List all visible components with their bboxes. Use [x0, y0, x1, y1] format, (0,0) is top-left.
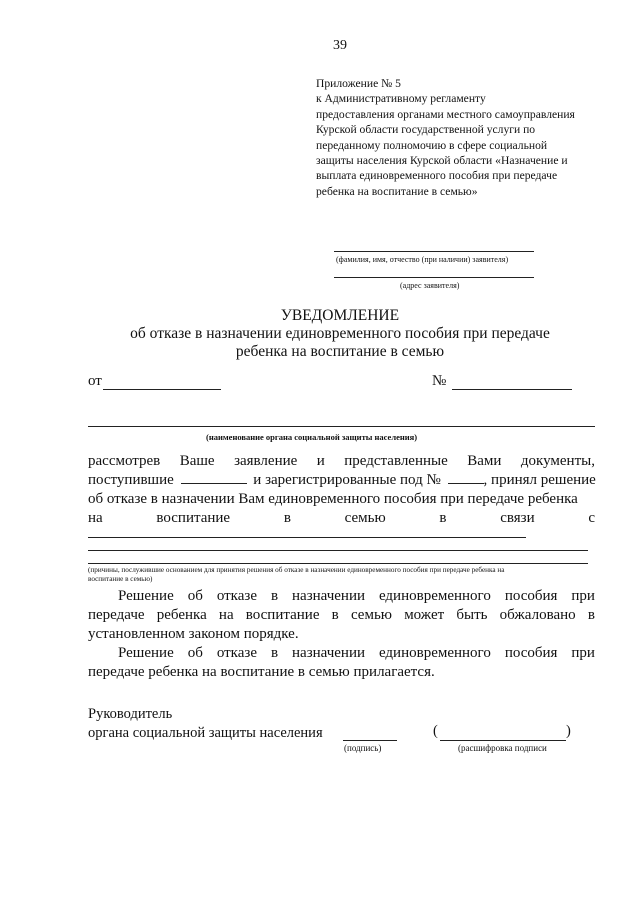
word: в: [439, 510, 447, 526]
applicant-name-caption: (фамилия, имя, отчество (при наличии) заявителя): [336, 255, 509, 264]
word: назначении: [292, 645, 365, 661]
organ-caption: (наименование органа социальной защиты населения): [206, 432, 418, 442]
decoding-caption: (расшифровка подписи: [458, 743, 547, 753]
word: заявление: [234, 453, 298, 469]
word: пособия: [504, 588, 558, 604]
document-title: УВЕДОМЛЕНИЕ: [280, 307, 400, 324]
applicant-address-line[interactable]: [334, 277, 534, 278]
word: Ваше: [179, 453, 215, 469]
word: семью: [350, 607, 392, 623]
word: и: [316, 453, 325, 469]
word: единовременного: [378, 588, 491, 604]
signature-field[interactable]: [343, 740, 397, 741]
reason-line[interactable]: [88, 537, 526, 538]
word: и зарегистрированные под №: [253, 472, 441, 488]
number-label: №: [432, 373, 447, 389]
word: отказе: [216, 645, 257, 661]
annex-line: предоставления органами местного самоуправления: [316, 107, 575, 121]
word: в: [283, 510, 291, 526]
word: Вами: [467, 453, 502, 469]
reason-line[interactable]: [88, 550, 588, 551]
word: при: [571, 645, 595, 661]
annex-block: [316, 76, 575, 199]
annex-line: к Административному регламенту: [316, 92, 486, 106]
word: при: [571, 588, 595, 604]
word: в: [270, 588, 279, 604]
word: об: [187, 645, 203, 661]
paragraph-line: передаче ребенка на воспитание в семью прилагается.: [88, 664, 435, 680]
annex-line: Курской области государственной услуги по: [316, 123, 536, 137]
organ-name-line[interactable]: [88, 426, 595, 427]
word: воспитание: [245, 607, 320, 623]
annex-line: защиты населения Курской области «Назначение и: [316, 154, 568, 168]
reasons-caption: воспитание в семью): [88, 575, 153, 583]
open-paren: (: [433, 723, 438, 739]
paragraph-line: установленном законом порядке.: [88, 626, 299, 642]
paragraph-line: об отказе в назначении Вам единовременного пособия при передаче ребенка: [88, 491, 578, 507]
word: документы,: [520, 453, 595, 469]
signer-organ: органа социальной защиты населения: [88, 725, 323, 741]
word: на: [218, 607, 234, 623]
registration-number-field[interactable]: [448, 483, 484, 484]
annex-line: ребенка на воспитание в семью»: [316, 184, 478, 198]
reasons-caption: (причины, послужившие основанием для принятия решения об отказе в назначении единовременного пособия при передаче ребенка на: [88, 566, 505, 574]
date-field-line[interactable]: [103, 389, 221, 390]
signer-role: Руководитель: [88, 706, 173, 722]
word: поступившие: [88, 472, 174, 488]
paragraph-line: [118, 588, 595, 605]
annex-line: Приложение № 5: [316, 77, 401, 90]
received-date-field[interactable]: [181, 483, 247, 484]
paragraph-line: [88, 510, 595, 527]
word: связи: [500, 510, 535, 526]
signature-decoding-field[interactable]: [440, 740, 566, 741]
word: , принял решение: [483, 472, 596, 488]
word: отказе: [216, 588, 257, 604]
word: Решение: [118, 645, 174, 661]
word: с: [588, 510, 595, 526]
page-number: 39: [333, 38, 347, 53]
paragraph-line: [88, 607, 595, 624]
word: пособия: [504, 645, 558, 661]
applicant-name-line[interactable]: [334, 251, 534, 252]
close-paren: ): [566, 723, 571, 739]
word: Решение: [118, 588, 174, 604]
from-label: от: [88, 373, 102, 389]
word: рассмотрев: [88, 453, 161, 469]
word: семью: [344, 510, 386, 526]
word: об: [187, 588, 203, 604]
annex-line: переданному полномочию в сфере социальной: [316, 138, 548, 152]
reason-line[interactable]: [88, 563, 588, 564]
word: назначении: [292, 588, 365, 604]
word: быть: [456, 607, 488, 623]
word: на: [88, 510, 103, 526]
word: в: [587, 607, 595, 623]
applicant-address-caption: (адрес заявителя): [400, 281, 460, 290]
word: воспитание: [156, 510, 231, 526]
word: в: [331, 607, 339, 623]
word: единовременного: [378, 645, 491, 661]
paragraph-line: [88, 453, 595, 470]
document-subtitle-line: ребенка на воспитание в семью: [235, 343, 445, 360]
annex-line: выплата единовременного пособия при передаче: [316, 169, 558, 183]
word: в: [270, 645, 279, 661]
word: может: [404, 607, 445, 623]
number-field-line[interactable]: [452, 389, 572, 390]
word: ребенка: [156, 607, 207, 623]
paragraph-line: [118, 645, 595, 662]
signature-caption: (подпись): [344, 743, 382, 753]
word: обжаловано: [499, 607, 576, 623]
paragraph-line: [88, 472, 596, 489]
word: передаче: [88, 607, 145, 623]
word: представленные: [344, 453, 448, 469]
document-subtitle-line: об отказе в назначении единовременного пособия при передаче: [130, 325, 550, 342]
